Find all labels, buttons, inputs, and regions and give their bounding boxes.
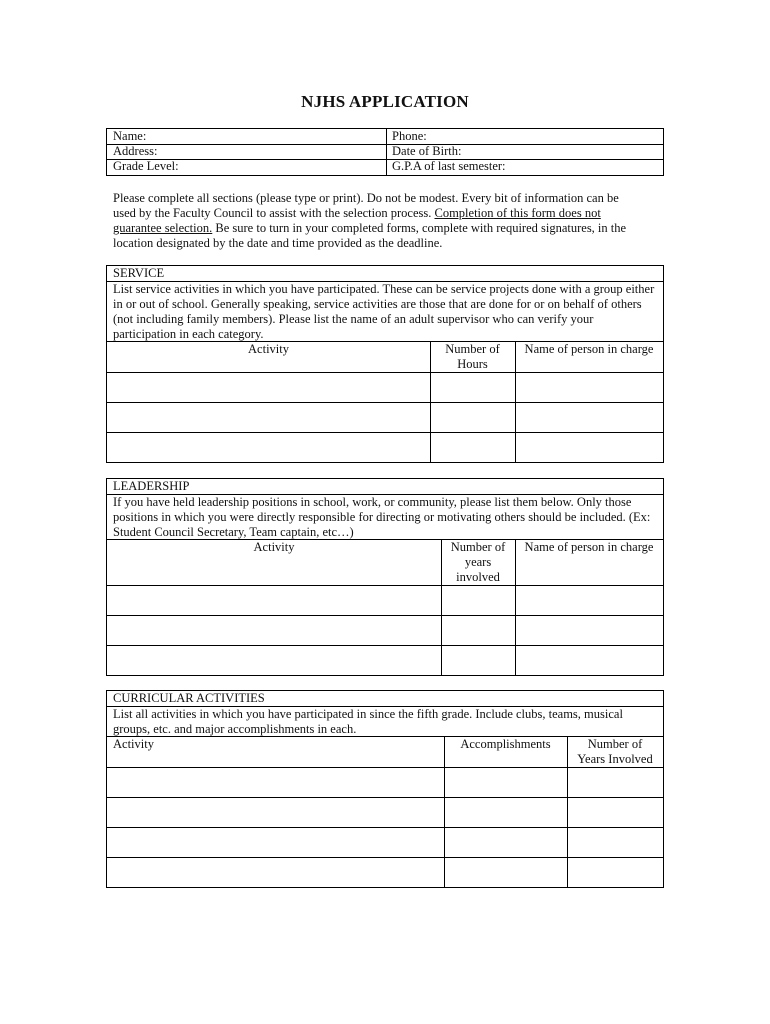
phone-field[interactable]: Phone: [392, 129, 427, 143]
date-of-birth-field[interactable]: Date of Birth: [392, 144, 462, 158]
instructions-text-end: Be sure to turn in your completed forms, complete with required signatures, in the location designated by the date and time provided as the deadline. [113, 221, 627, 250]
curricular-col-activity: Activity [113, 737, 154, 751]
curricular-description: List all activities in which you have participated in since the fifth grade. Include clubs, teams, musical groups, etc. and major accomplishments in each. [113, 707, 623, 736]
curricular-row-2[interactable] [107, 798, 663, 827]
leadership-heading: LEADERSHIP [113, 479, 190, 493]
service-row-2[interactable] [107, 403, 663, 432]
leadership-col-years: Number of years involved [450, 540, 506, 584]
service-col-hours: Number of Hours [445, 342, 500, 371]
instructions-underlined: Completion of this form does not guarantee selection. [113, 206, 601, 235]
curricular-col-accomplishments: Accomplishments [460, 737, 551, 751]
gpa-field[interactable]: G.P.A of last semester: [392, 159, 506, 173]
leadership-col-person: Name of person in charge [524, 540, 654, 554]
service-heading: SERVICE [113, 266, 165, 280]
info-table [106, 128, 664, 176]
leadership-section [106, 478, 664, 676]
curricular-row-1[interactable] [107, 768, 663, 797]
grade-level-field[interactable]: Grade Level: [113, 159, 179, 173]
curricular-row-4[interactable] [107, 858, 663, 887]
service-col-activity: Activity [248, 342, 289, 356]
service-description: List service activities in which you have participated. These can be service projects done with a group either in or out of school. Generally speaking, service activities are those that are done for or on behalf of others (not including family members). Please list the name of an adult supervisor who can verify your participation in each category. [113, 282, 655, 341]
address-field[interactable]: Address: [113, 144, 158, 158]
curricular-col-years: Number of Years Involved [577, 737, 653, 766]
curricular-row-3[interactable] [107, 828, 663, 857]
service-section [106, 265, 664, 463]
service-col-person: Name of person in charge [524, 342, 654, 356]
leadership-description: If you have held leadership positions in school, work, or community, please list them below. Only those positions in which you were directly responsible for directing or motivating others should be included. (Ex: Student Council Secretary, Team captain, etc…) [113, 495, 651, 539]
name-field[interactable]: Name: [113, 129, 147, 143]
service-row-3[interactable] [107, 433, 663, 462]
instructions-paragraph [113, 191, 643, 251]
leadership-row-2[interactable] [107, 616, 663, 645]
leadership-row-3[interactable] [107, 646, 663, 675]
page-title: NJHS APPLICATION [301, 92, 469, 111]
instructions-text: Please complete all sections (please type or print). Do not be modest. Every bit of information can be used by the Faculty Council to assist with the selection process. [113, 191, 619, 220]
curricular-section [106, 690, 664, 888]
leadership-row-1[interactable] [107, 586, 663, 615]
curricular-heading: CURRICULAR ACTIVITIES [113, 691, 265, 705]
service-row-1[interactable] [107, 373, 663, 402]
leadership-col-activity: Activity [253, 540, 295, 554]
